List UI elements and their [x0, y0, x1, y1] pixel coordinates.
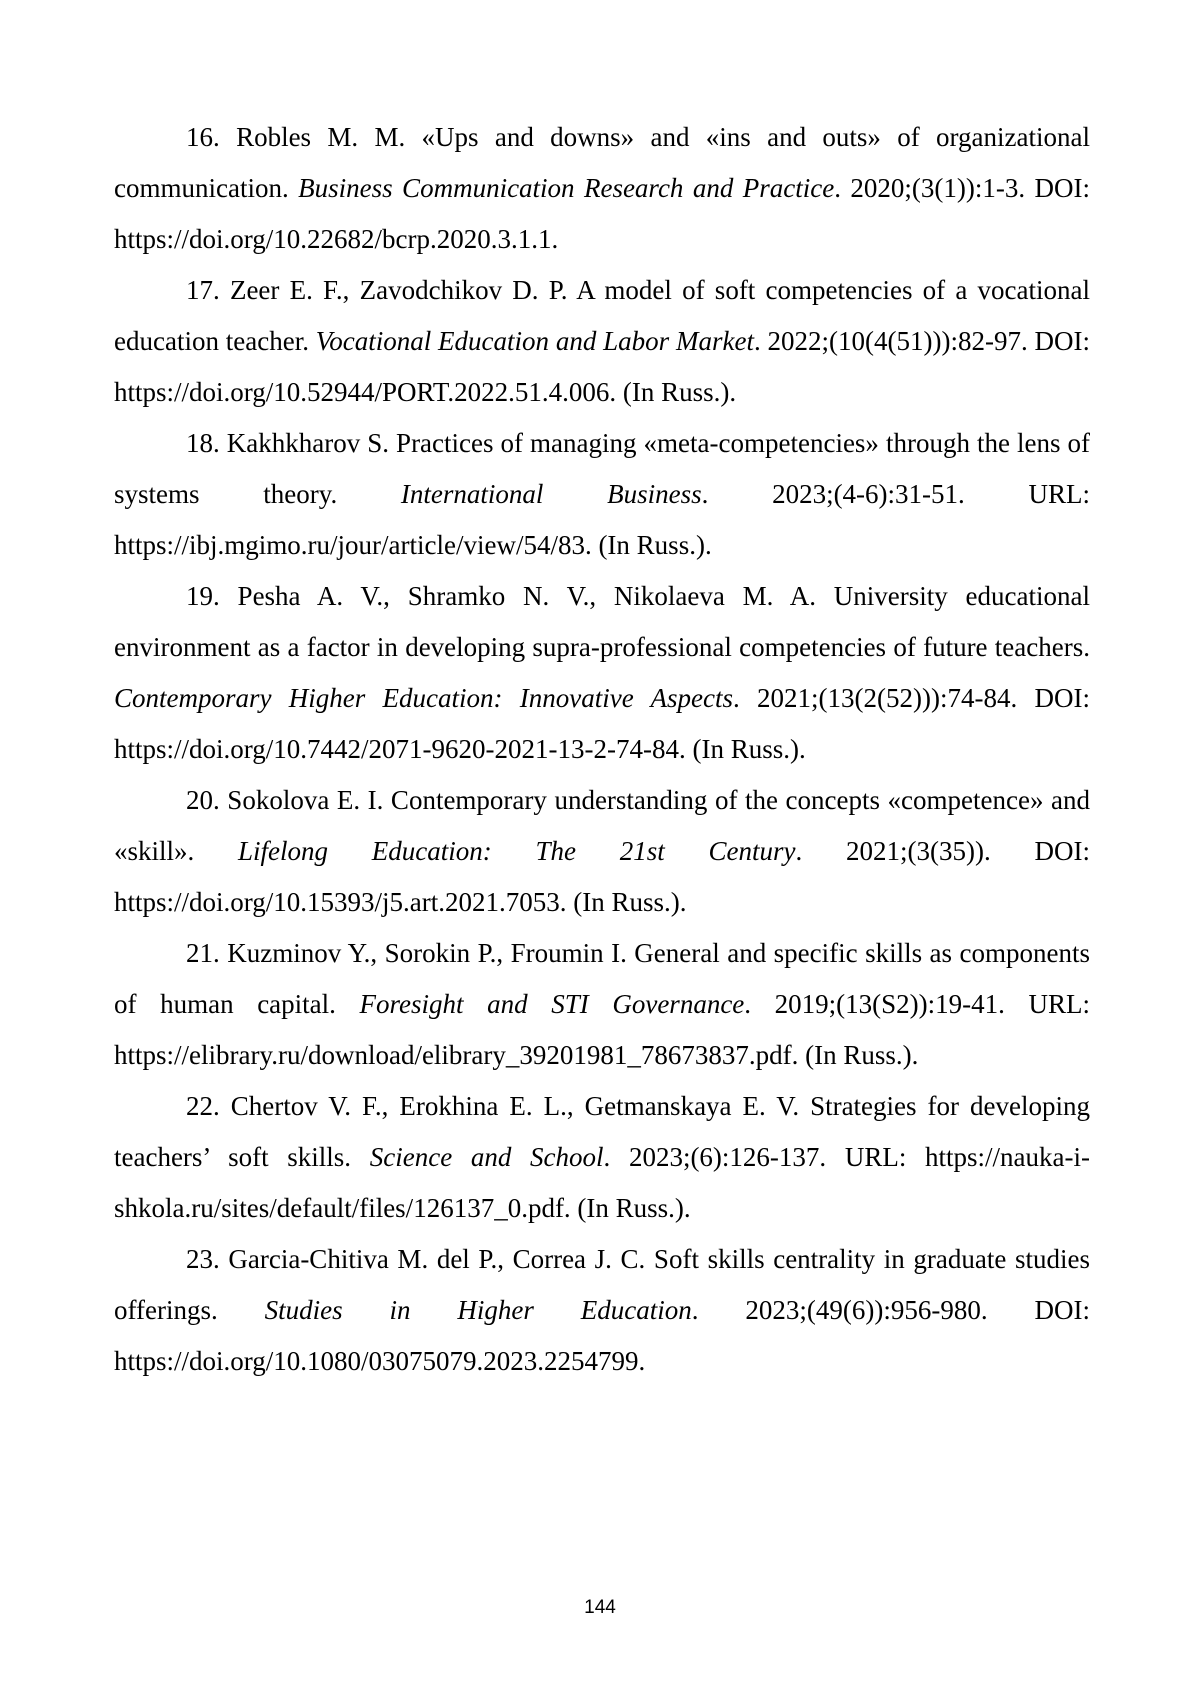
reference-16: [114, 112, 1090, 265]
reference-details: . 2021;(3(35)). DOI: https://doi.org/10.15393/j5.art.2021.7053. (In Russ.).: [114, 836, 1090, 917]
reference-source: Contemporary Higher Education: Innovative Aspects: [114, 683, 734, 713]
reference-details: . 2020;(3(1)):1-3. DOI: https://doi.org/10.22682/bcrp.2020.3.1.1.: [114, 173, 1091, 254]
reference-details: . 2023;(49(6)):956-980. DOI: https://doi.org/10.1080/03075079.2023.2254799.: [114, 1295, 1090, 1376]
reference-details: . 2022;(10(4(51))):82-97. DOI: https://doi.org/10.52944/PORT.2022.51.4.006. (In Russ.).: [114, 326, 1090, 407]
reference-22: [114, 1081, 1090, 1234]
reference-21: [114, 928, 1090, 1081]
reference-20: [114, 775, 1090, 928]
reference-text: 16. Robles M. M. «Ups and downs» and «ins and outs» of organizational communication.: [114, 122, 1090, 203]
reference-text: 21. Kuzminov Y., Sorokin P., Froumin I. General and specific skills as components of human capital.: [114, 938, 1090, 1019]
reference-text: 17. Zeer E. F., Zavodchikov D. P. A model of soft competencies of a vocational education teacher.: [114, 275, 1090, 356]
reference-text: 23. Garcia-Chitiva M. del P., Correa J. C. Soft skills centrality in graduate studies offerings.: [114, 1244, 1090, 1325]
reference-source: Studies in Higher Education: [264, 1295, 692, 1325]
page-number: 144: [584, 1597, 616, 1618]
reference-details: . 2021;(13(2(52))):74-84. DOI: https://doi.org/10.7442/2071-9620-2021-13-2-74-84. (In Russ.).: [114, 683, 1091, 764]
reference-17: [114, 265, 1090, 418]
reference-text: 20. Sokolova E. I. Contemporary understanding of the concepts «competence» and «skill».: [114, 785, 1090, 866]
reference-19: [114, 571, 1090, 775]
reference-source: International Business: [400, 479, 702, 509]
reference-18: [114, 418, 1090, 571]
reference-text: 22. Chertov V. F., Erokhina E. L., Getmanskaya E. V. Strategies for developing teachers’ soft skills.: [114, 1091, 1090, 1172]
reference-details: . 2023;(4-6):31-51. URL: https://ibj.mgimo.ru/jour/article/view/54/83. (In Russ.).: [114, 479, 1090, 560]
reference-details: . 2019;(13(S2)):19-41. URL: https://elibrary.ru/download/elibrary_39201981_78673837.pdf. (In Russ.).: [114, 989, 1090, 1070]
reference-source: Lifelong Education: The 21st Century: [238, 836, 796, 866]
reference-list: [114, 112, 1090, 1387]
reference-source: Science and School: [369, 1142, 604, 1172]
reference-text: 18. Kakhkharov S. Practices of managing «meta-competencies» through the lens of systems theory.: [114, 428, 1090, 509]
reference-source: Foresight and STI Governance: [359, 989, 745, 1019]
reference-details: . 2023;(6):126-137. URL: https://nauka-i-shkola.ru/sites/default/files/126137_0.pdf. (In Russ.).: [114, 1142, 1090, 1223]
reference-source: Business Communication Research and Practice: [298, 173, 835, 203]
reference-source: Vocational Education and Labor Market: [315, 326, 754, 356]
reference-text: 19. Pesha A. V., Shramko N. V., Nikolaeva M. A. University educational environment as a factor in developing supra-professional competencies of future teachers.: [114, 581, 1090, 662]
reference-23: [114, 1234, 1090, 1387]
